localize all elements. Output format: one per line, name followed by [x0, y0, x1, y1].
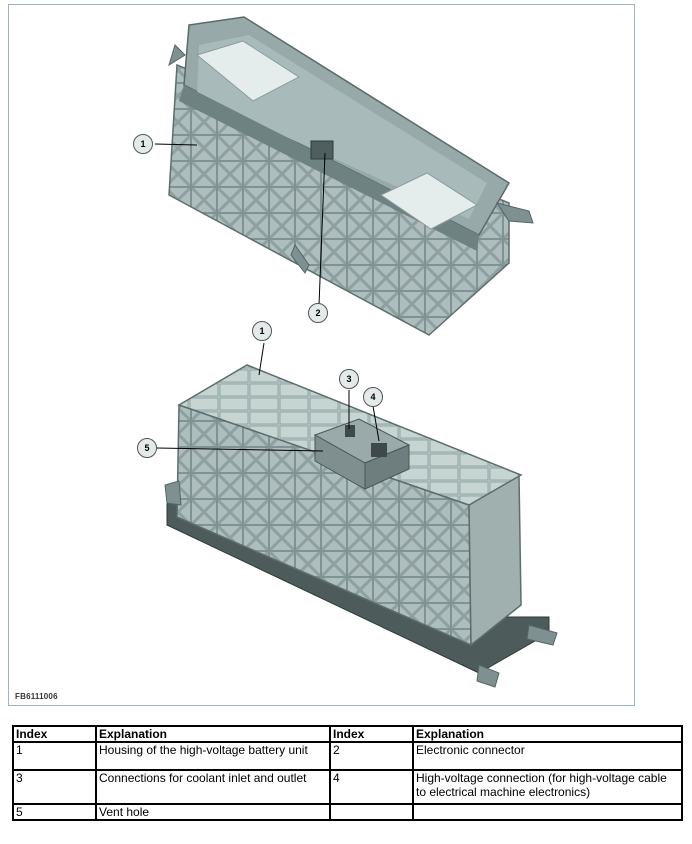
header-explanation-2: Explanation [413, 726, 682, 742]
callout-bottom-1: 1 [252, 321, 272, 341]
explanation-cell [413, 804, 682, 820]
bottom-battery [165, 365, 557, 687]
callout-bottom-4: 4 [363, 387, 383, 407]
header-index-2: Index [330, 726, 413, 742]
index-cell: 4 [330, 770, 413, 804]
index-cell: 5 [13, 804, 96, 820]
explanation-cell: Vent hole [96, 804, 330, 820]
callout-bottom-5: 5 [137, 438, 157, 458]
index-cell [330, 804, 413, 820]
battery-illustration [8, 4, 635, 706]
header-explanation-1: Explanation [96, 726, 330, 742]
explanation-cell: High-voltage connection (for high-voltage cable to electrical machine electronics) [413, 770, 682, 804]
figure-code: FB6111006 [15, 692, 58, 701]
table-row [13, 742, 682, 770]
callout-top-2: 2 [308, 303, 328, 323]
table-row [13, 804, 682, 820]
explanation-cell: Electronic connector [413, 742, 682, 770]
table-row [13, 770, 682, 804]
header-index-1: Index [13, 726, 96, 742]
top-battery [169, 17, 533, 335]
battery-drawing [9, 5, 636, 707]
explanation-cell: Housing of the high-voltage battery unit [96, 742, 330, 770]
index-cell: 1 [13, 742, 96, 770]
index-cell: 2 [330, 742, 413, 770]
table-header-row [13, 726, 682, 742]
callout-bottom-3: 3 [339, 369, 359, 389]
index-cell: 3 [13, 770, 96, 804]
explanation-cell: Connections for coolant inlet and outlet [96, 770, 330, 804]
legend-table [12, 725, 683, 821]
callout-top-1: 1 [133, 134, 153, 154]
